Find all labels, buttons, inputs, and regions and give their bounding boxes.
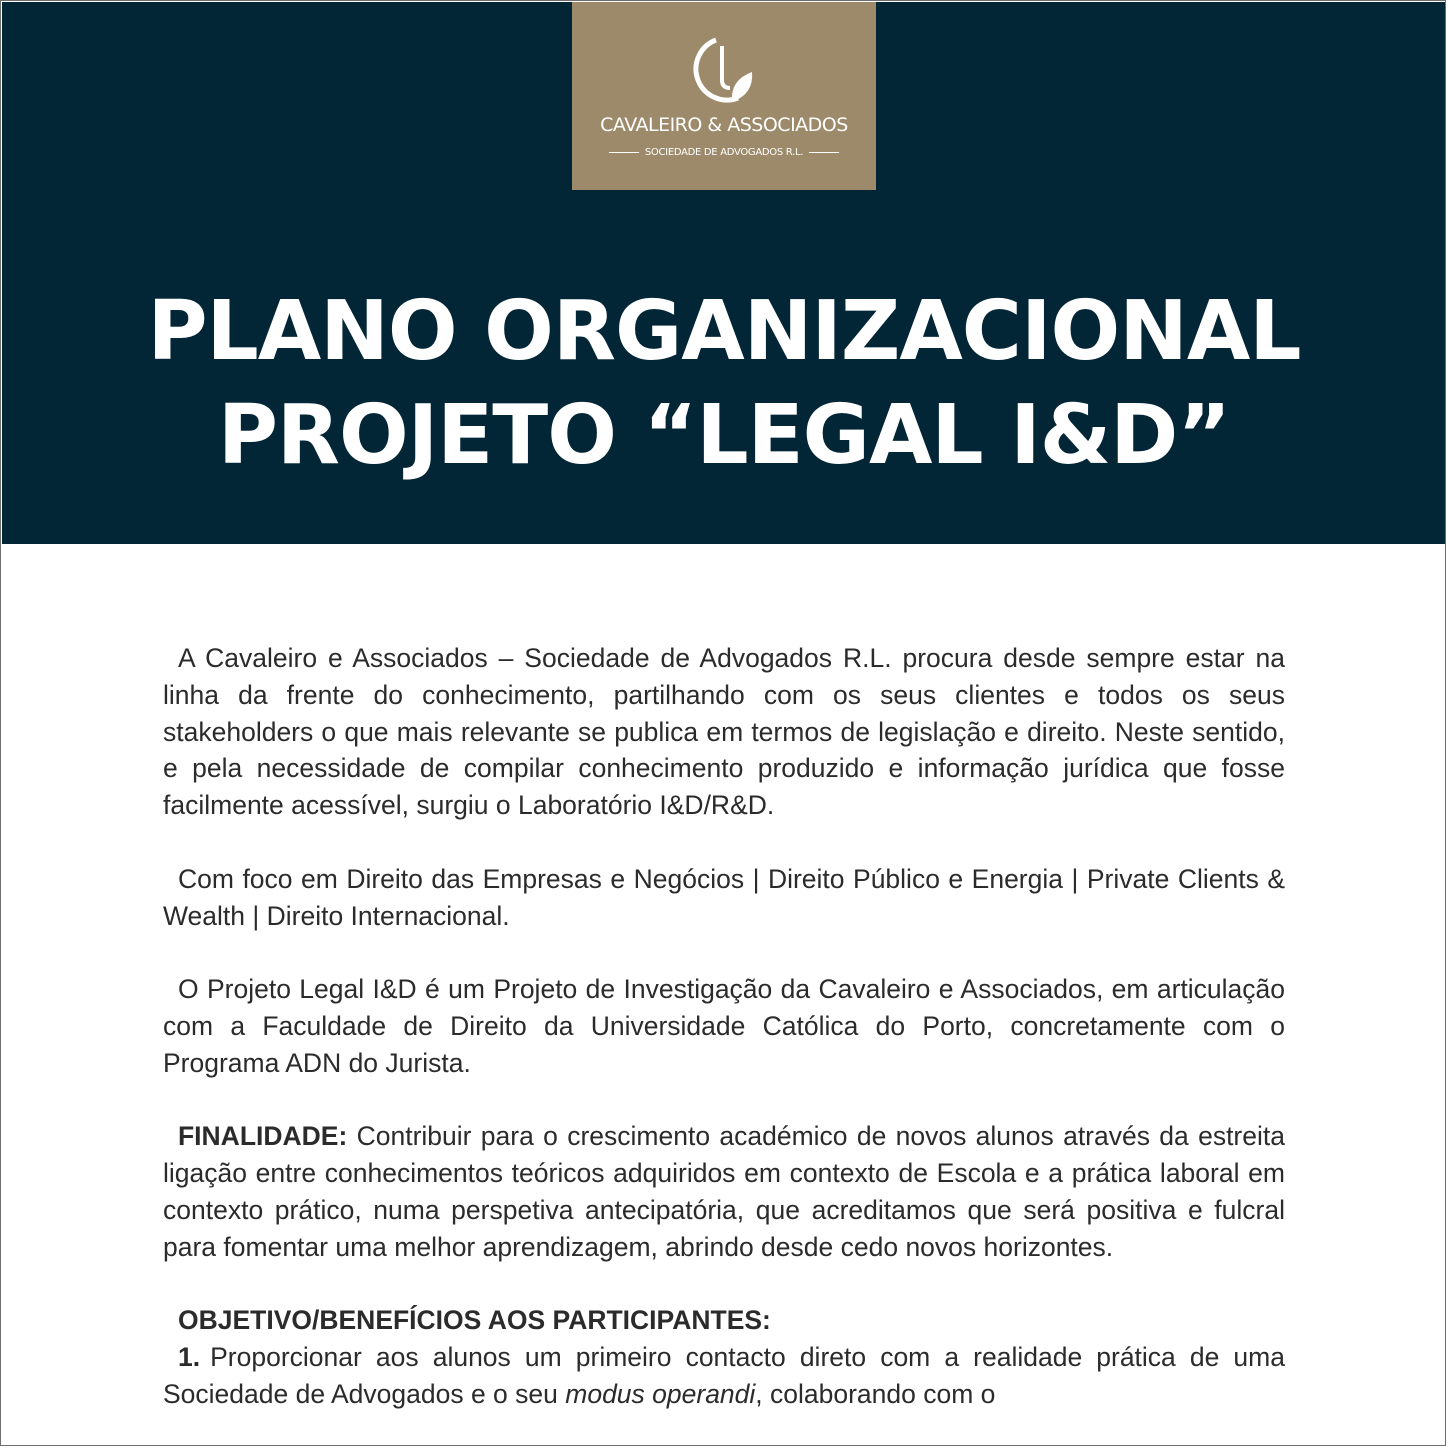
list-item — [163, 1339, 1285, 1413]
company-logo — [572, 2, 876, 190]
page-title — [2, 280, 1446, 488]
logo-name: CAVALEIRO & ASSOCIADOS — [600, 114, 848, 136]
paragraph-focus: Com foco em Direito das Empresas e Negócios | Direito Público e Energia | Private Clients & Wealth | Direito Internacional. — [163, 863, 1285, 931]
list-item-italic: modus operandi — [565, 1378, 756, 1409]
logo-divider-left — [609, 152, 639, 153]
header-banner — [2, 2, 1446, 544]
logo-divider-right — [809, 152, 839, 153]
list-item-text-a: Proporcionar aos alunos um primeiro contacto direto com a realidade prática de uma Sociedade de Advogados e o seu — [163, 1342, 1285, 1409]
paragraph-finalidade — [163, 1118, 1285, 1265]
title-line-2: PROJETO “LEGAL I&D” — [217, 388, 1231, 483]
finalidade-label: FINALIDADE: — [178, 1121, 348, 1152]
objetivo-heading: OBJETIVO/BENEFÍCIOS AOS PARTICIPANTES: — [178, 1305, 771, 1336]
logo-subtitle: SOCIEDADE DE ADVOGADOS R.L. — [644, 146, 804, 158]
logo-subtitle-row — [572, 144, 876, 160]
title-line-1: PLANO ORGANIZACIONAL — [147, 284, 1301, 379]
paragraph-intro: A Cavaleiro e Associados – Sociedade de Advogados R.L. procura desde sempre estar na linha da frente do conhecimento, partilhando com os seus clientes e todos os seus stakeholders o que mais relevante se publica em termos de legislação e direito. Neste sentido, e pela necessidade de compilar conhecimento produzido e informação jurídica que fosse facilmente acessível, surgiu o Laboratório I&D/R&D. — [163, 643, 1285, 821]
finalidade-text: Contribuir para o crescimento académico de novos alunos através da estreita ligação entre conhecimentos teóricos adquiridos em contexto de Escola e a prática laboral em contexto prático, numa perspetiva antecipatória, que acreditamos que será positiva e fulcral para fomentar uma melhor aprendizagem, abrindo desde cedo novos horizontes. — [163, 1121, 1285, 1262]
list-item-text-b: , colaborando com o — [755, 1378, 996, 1409]
logo-mark-icon — [682, 36, 766, 106]
paragraph-project: O Projeto Legal I&D é um Projeto de Investigação da Cavaleiro e Associados, em articulação com a Faculdade de Direito da Universidade Católica do Porto, concretamente com o Programa ADN do Jurista. — [163, 974, 1285, 1078]
document-body — [163, 640, 1285, 1413]
list-item-number: 1. — [178, 1342, 201, 1373]
